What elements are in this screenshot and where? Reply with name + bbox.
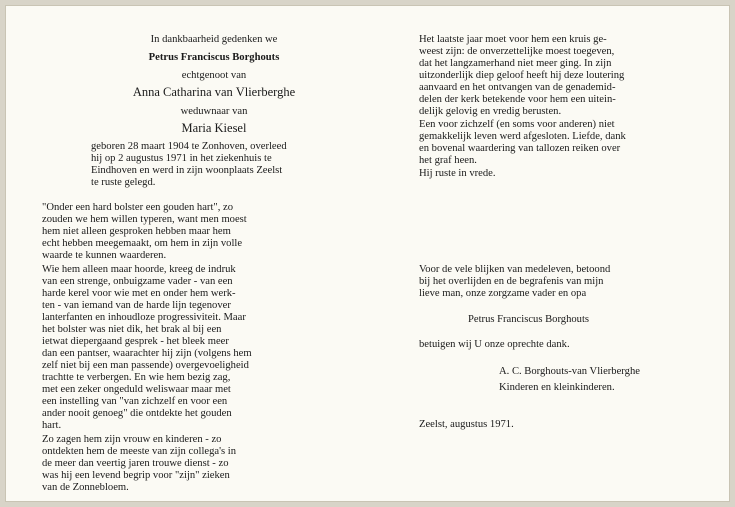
birth-line: hij op 2 augustus 1971 in het ziekenhuis te [91, 153, 272, 164]
thanks-name: Petrus Franciscus Borghouts [468, 314, 590, 325]
birth-line: geboren 28 maart 1904 te Zonhoven, overleed [91, 141, 287, 152]
last-year-line: delijk gelovig en vredig berusten. [419, 106, 562, 117]
memorial-card [6, 6, 729, 501]
tribute-line: van een strenge, onbuigzame vader - van een [42, 276, 233, 287]
thanks-line: Voor de vele blijken van medeleven, betoond [419, 264, 611, 275]
thanks-line: lieve man, onze zorgzame vader en opa [419, 288, 587, 299]
tribute-line: van de Zonnebloem. [42, 482, 129, 493]
spouse-name: Anna Catharina van Vlierberghe [132, 85, 296, 99]
tribute-line: zouden we hem willen typeren, want men moest [42, 214, 247, 225]
tribute-line: het bolster was niet dik, het brak al bij een [42, 324, 222, 335]
last-year-line: Hij ruste in vrede. [419, 168, 496, 179]
tribute-line: ietwat diepergaand gesprek - het bleek meer [42, 336, 229, 347]
tribute-line: lanterfanten en inhoudloze progressiviteit. Maar [42, 312, 246, 323]
tribute-line: echt hebben meegemaakt, om hem in zijn volle [42, 238, 243, 249]
tribute-line: de meer dan veertig jaren trouwe dienst - zo [42, 458, 229, 469]
thanks-line: bij het overlijden en de begrafenis van mijn [419, 276, 604, 287]
intro-text: In dankbaarheid gedenken we [150, 34, 278, 45]
last-year-line: uitzonderlijk diep geloof heeft hij deze loutering [419, 70, 625, 81]
tribute-line: ten - van iemand van de harde lijn tegenover [42, 300, 231, 311]
last-year-line: weest zijn: de onverzettelijke moest toegeven, [419, 46, 615, 57]
tribute-line: harde kerel voor wie met en onder hem werk- [42, 288, 236, 299]
tribute-line: trachtte te verbergen. En wie hem bezig zag, [42, 372, 231, 383]
tribute-line: hart. [42, 420, 62, 431]
birth-line: Eindhoven en werd in zijn woonplaats Zeelst [91, 165, 283, 176]
signature-line: Kinderen en kleinkinderen. [499, 382, 615, 393]
widower-of-name: Maria Kiesel [181, 121, 247, 135]
last-year-line: Een voor zichzelf (en soms voor anderen) niet [419, 119, 615, 130]
spouse-label: echtgenoot van [181, 70, 247, 81]
tribute-line: waarde te kunnen waarderen. [42, 250, 167, 261]
last-year-line: en bovenal waardering van tallozen reiken over [419, 143, 621, 154]
deceased-name: Petrus Franciscus Borghouts [148, 52, 280, 63]
tribute-line: met een zeker ongeduld weliswaar maar met [42, 384, 231, 395]
last-year-line: Het laatste jaar moet voor hem een kruis ge- [419, 34, 607, 45]
tribute-line: dan een pantser, waarachter hij zijn (volgens hem [42, 348, 252, 359]
birth-line: te ruste gelegd. [91, 177, 156, 188]
tribute-line: ander nooit genoeg" die ontdekte het gouden [42, 408, 232, 419]
tribute-line: Zo zagen hem zijn vrouw en kinderen - zo [42, 434, 222, 445]
tribute-line: hem niet alleen gesproken hebben maar hem [42, 226, 231, 237]
thanks-closing: betuigen wij U onze oprechte dank. [419, 339, 570, 350]
signature-line: A. C. Borghouts-van Vlierberghe [499, 366, 640, 377]
last-year-line: dat het langzamerhand niet meer ging. In zijn [419, 58, 612, 69]
tribute-line: een instelling van "van zichzelf en voor een [42, 396, 228, 407]
tribute-line: ontdekten hem de meeste van zijn collega's in [42, 446, 237, 457]
last-year-line: gemakkelijk leven werd afgesloten. Liefde, dank [419, 131, 626, 142]
tribute-line: Wie hem alleen maar hoorde, kreeg de indruk [42, 264, 236, 275]
widower-label: weduwnaar van [180, 106, 248, 117]
last-year-line: delen der kerk betekende voor hem een uitein- [419, 94, 616, 105]
last-year-line: aanvaard en het ontvangen van de genademid- [419, 82, 616, 93]
tribute-line: "Onder een hard bolster een gouden hart", zo [42, 202, 234, 213]
last-year-line: het graf heen. [419, 155, 477, 166]
place-date: Zeelst, augustus 1971. [419, 419, 514, 430]
tribute-line: was hij een levend begrip voor "zijn" zieken [42, 470, 230, 481]
tribute-line: zelf niet bij een man passende) overgevoeligheid [42, 360, 249, 371]
